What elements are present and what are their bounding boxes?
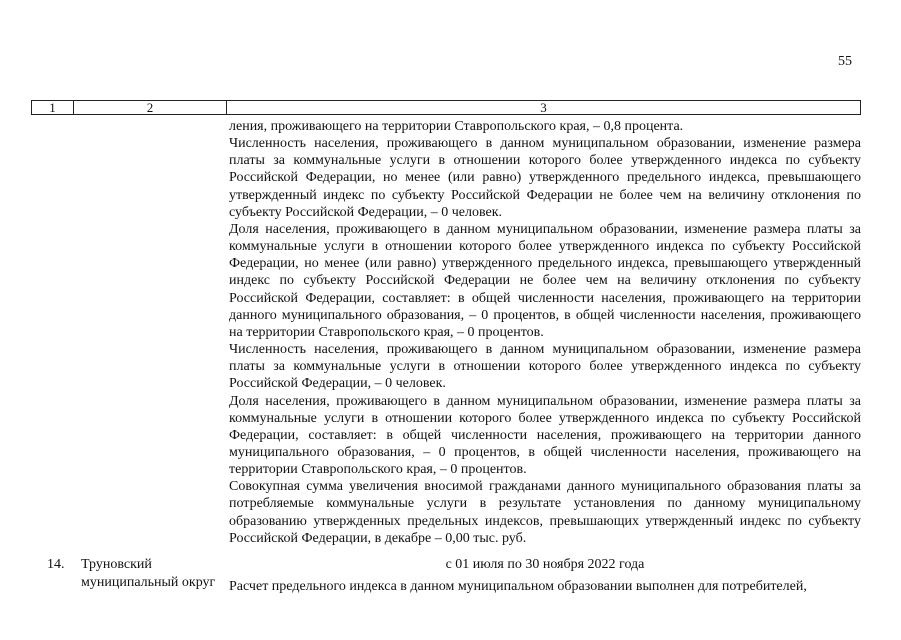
paragraph: Доля населения, проживающего в данном муниципальном образовании, изменение размера платы за коммунальные услуги в отношении которого более утвержденного индекса по субъекту Российской Федерации, составляет: в общей численности населения, проживающего на территории данного муниципального образования, – 0 процентов, в общей численности населения, проживающего на территории Ставропольского края, – 0 процентов. [229,393,861,478]
table-header [31,100,861,115]
calculation-text: Расчет предельного индекса в данном муниципальном образовании выполнен для потребителей, [229,579,807,594]
paragraph-continuation: ления, проживающего на территории Ставропольского края, – 0,8 процента. [229,119,684,134]
paragraph: Численность населения, проживающего в данном муниципальном образовании, изменение размера платы за коммунальные услуги в отношении которого более утвержденного индекса по субъекту Российской Федерации, но менее (или равно) утвержденного предельного индекса, превышающего утвержденный индекс по субъекту Российской Федерации не более чем на величину отклонения по субъекту Российской Федерации, – 0 человек. [229,136,861,220]
header-col-1: 1 [32,101,74,114]
municipality-name: Труновский муниципальный округ [81,557,216,590]
paragraph: Численность населения, проживающего в данном муниципальном образовании, изменение размера платы за коммунальные услуги в отношении которого более утвержденного индекса по субъекту Российской Федерации, – 0 человек. [229,342,861,392]
page-number: 55 [838,54,852,69]
row-number: 14. [47,557,65,572]
period-heading: с 01 июля по 30 ноября 2022 года [445,557,645,572]
paragraph: Совокупная сумма увеличения вносимой гражданами данного муниципального образования платы за потребляемые коммунальные услуги в результате установления по данному муниципальному образованию утвержденных предельных индексов, превышающих утвержденный индекс по субъекту Российской Федерации, в декабре – 0,00 тыс. руб. [229,479,861,546]
document-body [229,118,861,547]
header-col-2: 2 [74,101,227,114]
paragraph: Доля населения, проживающего в данном муниципальном образовании, изменение размера платы за коммунальные услуги в отношении которого более утвержденного индекса по субъекту Российской Федерации, но менее (или равно) утвержденного предельного индекса, превышающего утвержденный индекс по субъекту Российской Федерации не более чем на величину отклонения по субъекту Российской Федерации, составляет: в общей численности населения, проживающего на территории данного муниципального образования, – 0 процентов, в общей численности населения, проживающего на территории Ставропольского края, – 0 процентов. [229,221,861,340]
header-col-3: 3 [540,100,547,115]
